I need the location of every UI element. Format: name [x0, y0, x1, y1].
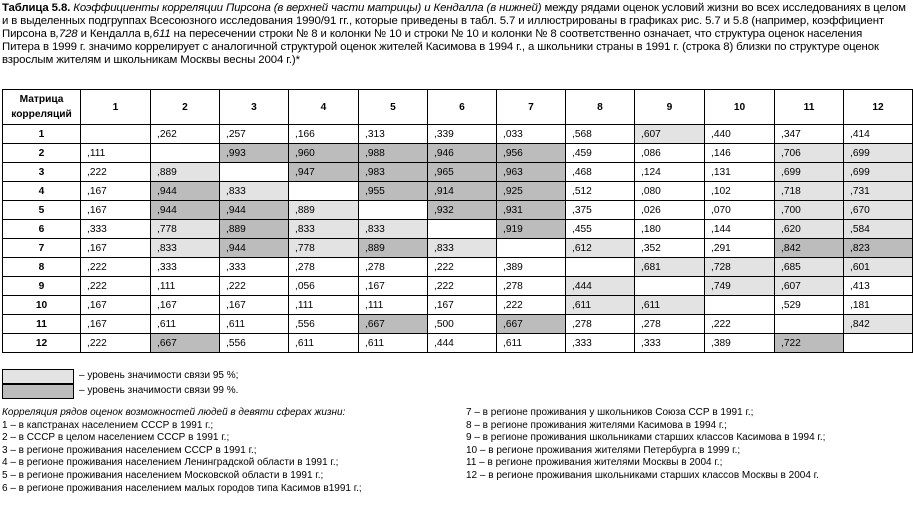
table-cell: ,222 [81, 163, 151, 182]
table-cell: ,278 [289, 258, 359, 277]
table-cell: ,722 [775, 334, 844, 353]
corner-header [3, 90, 81, 125]
table-cell: ,167 [81, 201, 151, 220]
table-cell: ,667 [151, 334, 220, 353]
table-cell: ,914 [428, 182, 497, 201]
table-cell: ,955 [359, 182, 428, 201]
table-cell: ,389 [705, 334, 775, 353]
caption-line-5: взрослым жителям и школьникам Москвы весны 2004 г.)* [2, 54, 300, 66]
table-cell: ,842 [844, 315, 913, 334]
table-cell [289, 182, 359, 201]
row-header: 9 [3, 277, 81, 296]
note-item-5: 5 – в регионе проживания населением Московской области в 1991 г.; [2, 469, 324, 481]
column-header: 8 [566, 90, 635, 125]
row-header: 2 [3, 144, 81, 163]
table-cell: ,333 [81, 220, 151, 239]
table-cell: ,222 [81, 334, 151, 353]
caption-line-2: и в выделенных подгруппах Всесоюзного исследования 1990/91 гг., которые приведены в табл. 5.7 и иллюстрированы в графиках рис. 5.7 и 5.8 (например, коэффициент [2, 15, 884, 27]
caption-label: Таблица 5.8. [2, 2, 71, 14]
row-header: 5 [3, 201, 81, 220]
corner-header-line-2: корреляций [11, 109, 72, 120]
table-cell: ,086 [635, 144, 705, 163]
table-cell: ,842 [775, 239, 844, 258]
table-cell: ,944 [151, 182, 220, 201]
table-cell: ,167 [428, 296, 497, 315]
legend-swatch-99 [2, 384, 74, 399]
table-cell: ,124 [635, 163, 705, 182]
table-cell: ,167 [359, 277, 428, 296]
table-row [3, 258, 913, 277]
table-cell: ,375 [566, 201, 635, 220]
note-item-2: 2 – в СССР в целом населением СССР в 1991 г.; [2, 432, 230, 444]
table-row [3, 144, 913, 163]
table-cell: ,731 [844, 182, 913, 201]
table-cell: ,131 [705, 163, 775, 182]
column-header: 6 [428, 90, 497, 125]
caption-line3-b: и Кендалла в [80, 28, 150, 40]
table-cell: ,167 [220, 296, 289, 315]
table-cell: ,222 [705, 315, 775, 334]
table-cell: ,993 [220, 144, 289, 163]
row-header: 10 [3, 296, 81, 315]
table-cell: ,414 [844, 125, 913, 144]
table-cell: ,070 [705, 201, 775, 220]
table-cell: ,944 [220, 201, 289, 220]
note-item-3: 3 – в регионе проживания населением СССР в 1991 г.; [2, 444, 257, 456]
table-cell: ,620 [775, 220, 844, 239]
table-cell: ,611 [289, 334, 359, 353]
table-cell: ,607 [775, 277, 844, 296]
table-cell: ,700 [775, 201, 844, 220]
table-row [3, 239, 913, 258]
table-cell: ,960 [289, 144, 359, 163]
table-cell: ,611 [566, 296, 635, 315]
table-cell: ,468 [566, 163, 635, 182]
table-cell: ,333 [635, 334, 705, 353]
note-item-9: 9 – в регионе проживания школьниками старших классов Касимова в 1994 г.; [466, 432, 826, 444]
table-cell: ,667 [497, 315, 566, 334]
row-header: 3 [3, 163, 81, 182]
column-header: 7 [497, 90, 566, 125]
table-cell: ,352 [635, 239, 705, 258]
table-cell: ,389 [497, 258, 566, 277]
table-cell: ,500 [428, 315, 497, 334]
table-cell: ,728 [705, 258, 775, 277]
table-cell: ,667 [359, 315, 428, 334]
caption-line1-rest: между рядами оценок условий жизни во всех исследованиях в целом [544, 2, 906, 14]
column-header: 2 [151, 90, 220, 125]
table-cell: ,180 [635, 220, 705, 239]
table-cell [635, 277, 705, 296]
note-item-6: 6 – в регионе проживания населением малых городов типа Касимов в1991 г.; [2, 482, 362, 494]
table-cell: ,333 [220, 258, 289, 277]
header-row [3, 90, 913, 125]
table-cell: ,611 [635, 296, 705, 315]
table-cell: ,291 [705, 239, 775, 258]
table-cell: ,946 [428, 144, 497, 163]
notes-left [2, 407, 362, 495]
table-cell: ,444 [428, 334, 497, 353]
table-cell: ,584 [844, 220, 913, 239]
table-cell: ,167 [81, 315, 151, 334]
caption-line-4: Питера в 1999 г. значимо коррелирует с аналогичной структурой оценок жителей Касимова в 1994 г., а школьники страны в 1991 г. (строка 8) близки по структуре оценок [2, 41, 879, 53]
column-header: 1 [81, 90, 151, 125]
table-cell: ,529 [775, 296, 844, 315]
note-item-12: 12 – в регионе проживания школьниками старших классов Москвы в 2004 г. [466, 469, 819, 481]
table-cell: ,611 [220, 315, 289, 334]
table-cell: ,026 [635, 201, 705, 220]
table-row [3, 277, 913, 296]
table-cell: ,262 [151, 125, 220, 144]
caption-italic-title: Коэффициенты корреляции Пирсона (в верхней части матрицы) и Кендалла (в нижней) [73, 2, 542, 14]
table-cell: ,670 [844, 201, 913, 220]
table-cell: ,944 [151, 201, 220, 220]
table-row [3, 182, 913, 201]
table-cell: ,222 [428, 277, 497, 296]
table-cell: ,111 [359, 296, 428, 315]
legend-text-99: – уровень значимости связи 99 %. [79, 385, 239, 396]
table-cell: ,718 [775, 182, 844, 201]
table-cell: ,080 [635, 182, 705, 201]
table-cell: ,347 [775, 125, 844, 144]
table-row [3, 334, 913, 353]
table-cell: ,512 [566, 182, 635, 201]
table-cell [775, 315, 844, 334]
table-cell: ,146 [705, 144, 775, 163]
column-header: 5 [359, 90, 428, 125]
table-cell: ,167 [81, 296, 151, 315]
table-cell: ,988 [359, 144, 428, 163]
note-item-10: 10 – в регионе проживания жителями Петербурга в 1999 г.; [466, 444, 741, 456]
column-header: 4 [289, 90, 359, 125]
column-header: 3 [220, 90, 289, 125]
table-cell [705, 296, 775, 315]
table-cell: ,685 [775, 258, 844, 277]
table-cell: ,699 [775, 163, 844, 182]
table-cell: ,699 [844, 144, 913, 163]
caption-line3-c: на пересечении строки № 8 и колонки № 10 и строки № 10 и колонки № 8 соответственно означает, что структура оценок населения [173, 28, 863, 40]
table-cell: ,889 [359, 239, 428, 258]
table-cell: ,956 [497, 144, 566, 163]
table-cell [359, 201, 428, 220]
table-cell: ,181 [844, 296, 913, 315]
notes-right [466, 407, 825, 483]
caption-line3-a: Пирсона в [2, 28, 56, 40]
table-cell: ,749 [705, 277, 775, 296]
legend-swatch-95 [2, 369, 74, 384]
table-cell: ,925 [497, 182, 566, 201]
table-cell: ,278 [359, 258, 428, 277]
caption-line-1 [2, 2, 910, 15]
corner-header-line-1: Матрица [19, 94, 64, 105]
notes-title: Корреляция рядов оценок возможностей людей в девяти сферах жизни: [2, 407, 346, 418]
row-header: 7 [3, 239, 81, 258]
table-cell: ,823 [844, 239, 913, 258]
caption-line-3 [2, 28, 910, 41]
caption-value-pearson: ,728 [55, 28, 78, 40]
legend-text-95: – уровень значимости связи 95 %; [79, 370, 239, 381]
row-header: 12 [3, 334, 81, 353]
table-cell: ,699 [844, 163, 913, 182]
table-row [3, 220, 913, 239]
table-cell: ,455 [566, 220, 635, 239]
table-cell: ,612 [566, 239, 635, 258]
table-cell: ,278 [635, 315, 705, 334]
table-row [3, 163, 913, 182]
table-cell: ,413 [844, 277, 913, 296]
row-header: 1 [3, 125, 81, 144]
table-cell: ,833 [220, 182, 289, 201]
column-header: 10 [705, 90, 775, 125]
table-cell: ,778 [151, 220, 220, 239]
table-cell: ,222 [497, 296, 566, 315]
table-cell: ,601 [844, 258, 913, 277]
row-header: 8 [3, 258, 81, 277]
table-cell: ,333 [566, 334, 635, 353]
table-cell: ,444 [566, 277, 635, 296]
table-row [3, 201, 913, 220]
table-cell: ,568 [566, 125, 635, 144]
table-cell: ,056 [289, 277, 359, 296]
column-header: 9 [635, 90, 705, 125]
table-cell: ,278 [566, 315, 635, 334]
table-cell: ,167 [81, 182, 151, 201]
table-cell: ,556 [220, 334, 289, 353]
table-cell: ,965 [428, 163, 497, 182]
table-cell [151, 144, 220, 163]
table-cell: ,706 [775, 144, 844, 163]
note-item-1: 1 – в капстранах населением СССР в 1991 г.; [2, 419, 214, 431]
table-cell: ,222 [428, 258, 497, 277]
table-cell: ,889 [289, 201, 359, 220]
table-cell: ,611 [497, 334, 566, 353]
table-cell [81, 125, 151, 144]
table-cell: ,167 [151, 296, 220, 315]
table-row [3, 315, 913, 334]
table-cell: ,167 [81, 239, 151, 258]
row-header: 6 [3, 220, 81, 239]
table-cell: ,111 [289, 296, 359, 315]
note-item-7: 7 – в регионе проживания у школьников Союза ССР в 1991 г.; [466, 407, 754, 418]
table-caption [2, 2, 910, 67]
table-cell: ,313 [359, 125, 428, 144]
table-cell: ,333 [151, 258, 220, 277]
table-cell: ,833 [428, 239, 497, 258]
table-cell: ,144 [705, 220, 775, 239]
table-cell: ,166 [289, 125, 359, 144]
table-cell: ,889 [151, 163, 220, 182]
correlation-matrix [2, 89, 913, 353]
table-cell: ,102 [705, 182, 775, 201]
table-cell: ,033 [497, 125, 566, 144]
table-cell: ,459 [566, 144, 635, 163]
row-header: 4 [3, 182, 81, 201]
note-item-8: 8 – в регионе проживания жителями Касимова в 1994 г.; [466, 419, 727, 431]
table-cell: ,889 [220, 220, 289, 239]
table-cell [844, 334, 913, 353]
table-cell: ,944 [220, 239, 289, 258]
table-cell: ,222 [81, 258, 151, 277]
column-header: 12 [844, 90, 913, 125]
table-cell: ,932 [428, 201, 497, 220]
table-cell: ,111 [151, 277, 220, 296]
table-cell [497, 239, 566, 258]
column-header: 11 [775, 90, 844, 125]
table-row [3, 296, 913, 315]
row-header: 11 [3, 315, 81, 334]
table-cell: ,681 [635, 258, 705, 277]
table-cell: ,607 [635, 125, 705, 144]
table-cell: ,257 [220, 125, 289, 144]
table-cell: ,278 [497, 277, 566, 296]
table-cell: ,339 [428, 125, 497, 144]
table-cell: ,833 [359, 220, 428, 239]
table-cell: ,778 [289, 239, 359, 258]
caption-value-kendall: ,611 [149, 28, 171, 40]
table-cell: ,556 [289, 315, 359, 334]
table-cell: ,963 [497, 163, 566, 182]
note-item-4: 4 – в регионе проживания населением Ленинградской области в 1991 г.; [2, 457, 339, 469]
table-cell: ,440 [705, 125, 775, 144]
table-cell: ,111 [81, 144, 151, 163]
table-cell: ,931 [497, 201, 566, 220]
table-cell: ,919 [497, 220, 566, 239]
table-cell: ,983 [359, 163, 428, 182]
table-cell: ,833 [151, 239, 220, 258]
table-cell [220, 163, 289, 182]
table-cell: ,611 [151, 315, 220, 334]
table-cell: ,947 [289, 163, 359, 182]
table-cell [566, 258, 635, 277]
note-item-11: 11 – в регионе проживания жителями Москвы в 2004 г.; [466, 457, 723, 469]
table-cell: ,833 [289, 220, 359, 239]
table-cell: ,222 [81, 277, 151, 296]
table-cell [428, 220, 497, 239]
table-row [3, 125, 913, 144]
table-cell: ,611 [359, 334, 428, 353]
table-cell: ,222 [220, 277, 289, 296]
